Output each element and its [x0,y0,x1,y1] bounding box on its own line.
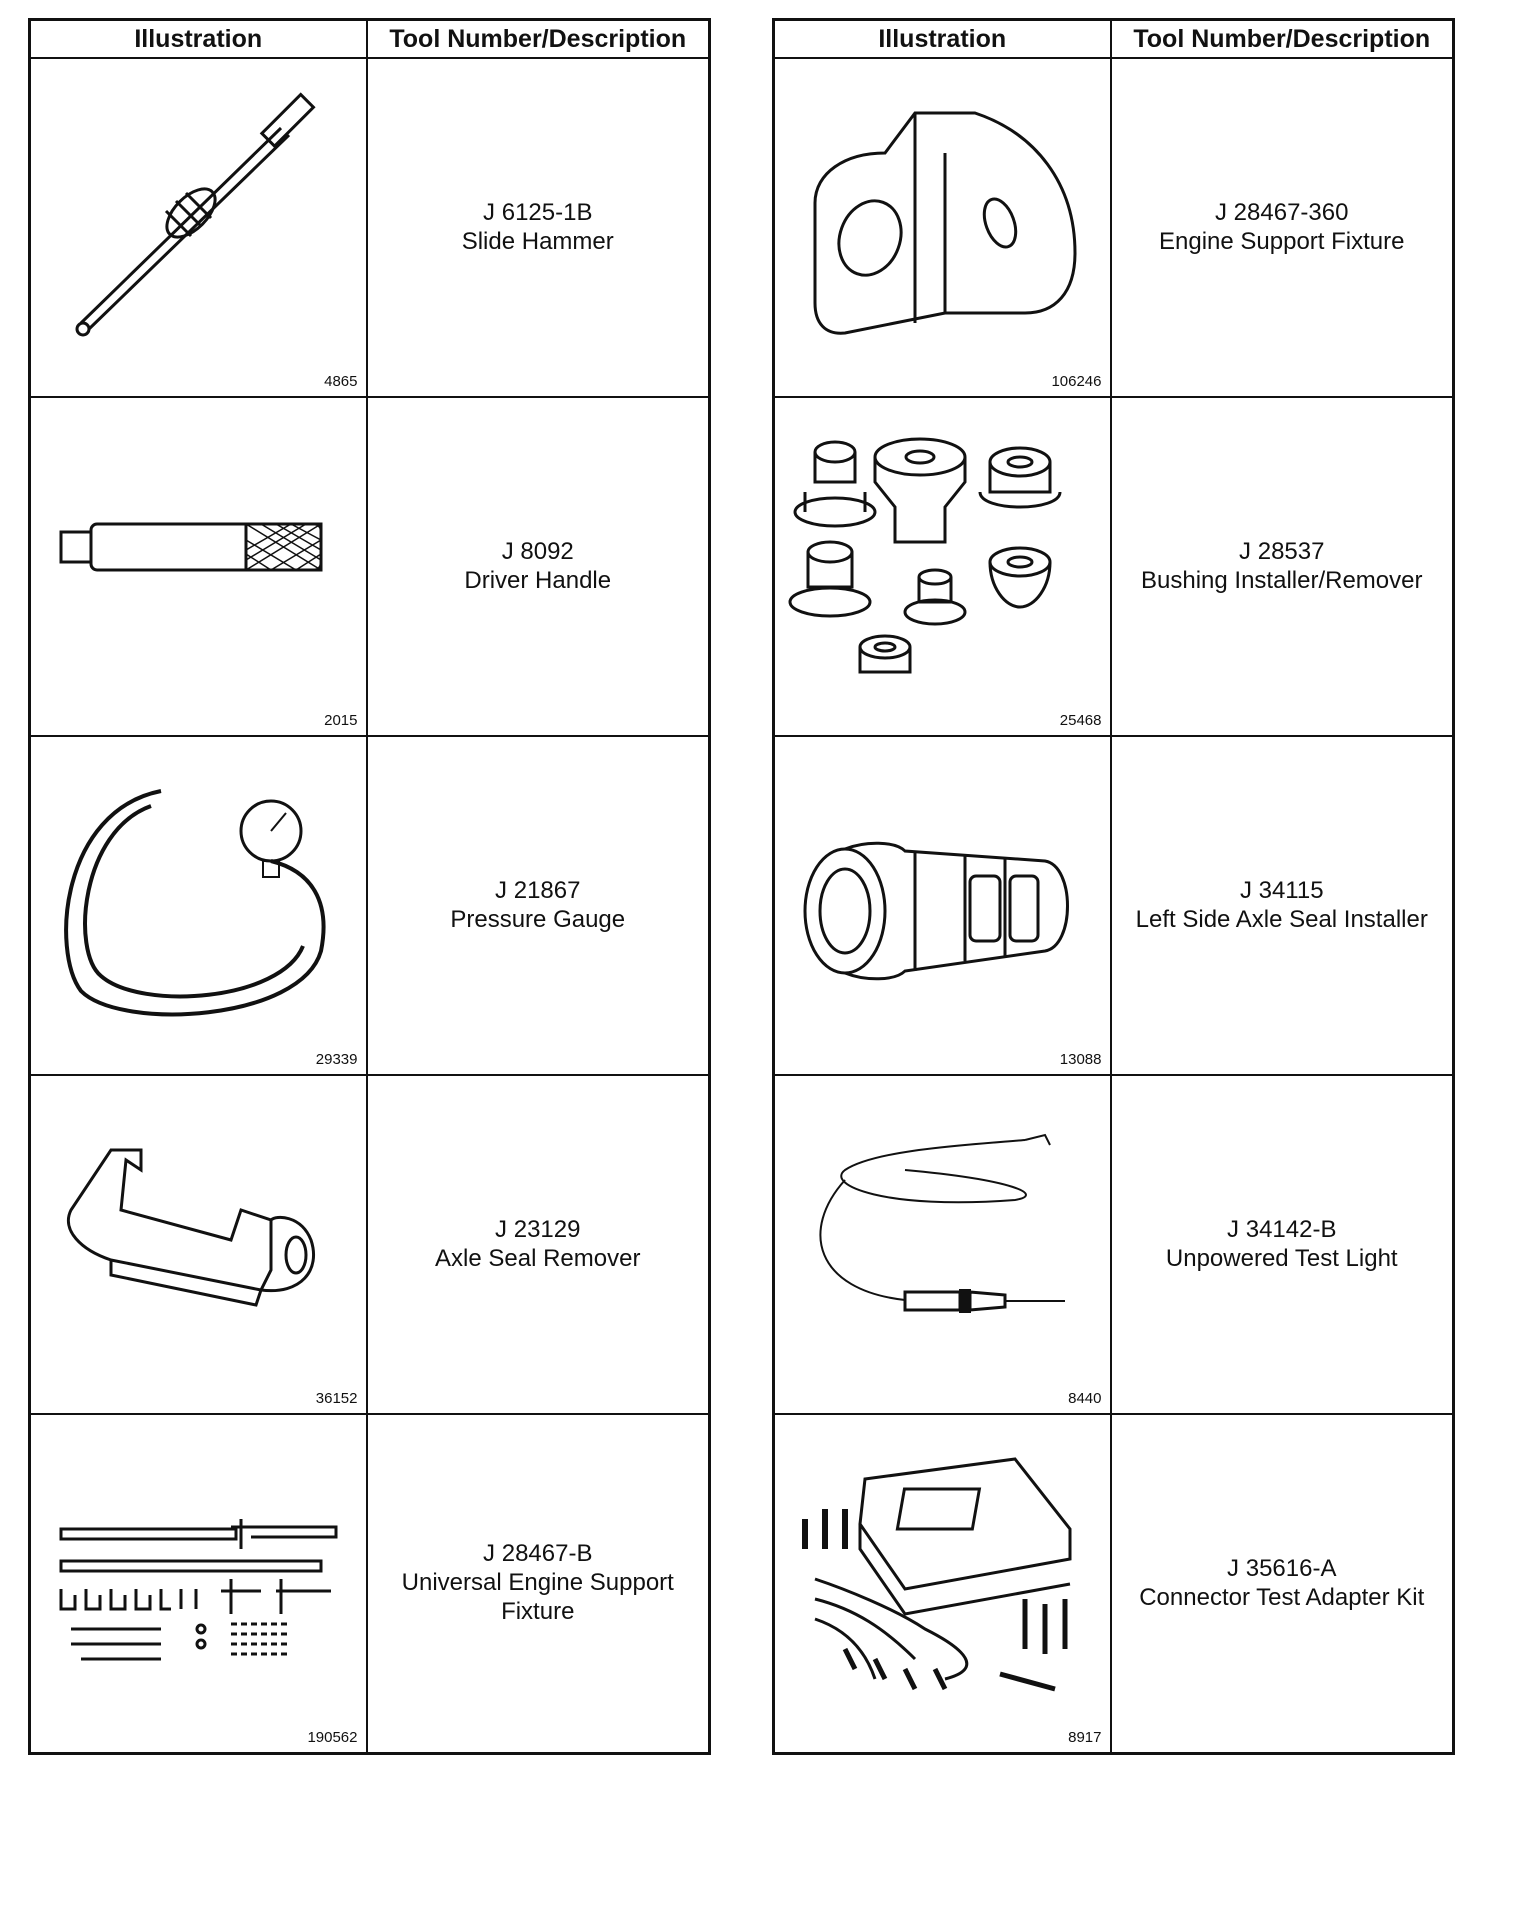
tool-header: Tool Number/Description [1111,20,1454,59]
illustration-cell [30,397,367,736]
tool-cell [367,1075,710,1414]
figure-number: 4865 [324,373,358,390]
tool-number: J 35616-A [1227,1554,1337,1582]
tool-cell [1111,1075,1454,1414]
figure-number: 8917 [1068,1729,1102,1746]
table-row [30,397,710,736]
tool-number: J 6125-1B [483,198,593,226]
left-tool-table [28,18,711,1755]
tool-description: Universal Engine Support Fixture [401,1569,674,1625]
tool-cell [1111,1414,1454,1754]
support-bracket-icon [785,73,1100,373]
adapter-kit-icon [785,1429,1100,1729]
table-row [774,58,1454,397]
axle-seal-remover-icon [41,1090,356,1390]
tool-number: J 34115 [1239,876,1324,904]
tool-cell [367,736,710,1075]
table-row [774,1075,1454,1414]
header-row [30,20,710,59]
figure-number: 2015 [324,712,358,729]
slide-hammer-icon [41,73,356,373]
table-row [774,1414,1454,1754]
test-light-icon [785,1090,1100,1390]
tool-cell [1111,736,1454,1075]
tool-cell [1111,58,1454,397]
tool-description: Engine Support Fixture [1159,227,1405,255]
tool-cell [367,58,710,397]
figure-number: 8440 [1068,1390,1102,1407]
illustration-header: Illustration [30,20,367,59]
figure-number: 106246 [1051,373,1102,390]
figure-number: 36152 [315,1390,358,1407]
tool-description: Connector Test Adapter Kit [1139,1583,1425,1611]
tool-description: Bushing Installer/Remover [1141,566,1423,594]
illustration-cell [30,1075,367,1414]
right-tool-table [772,18,1455,1755]
tool-header: Tool Number/Description [367,20,710,59]
tool-number: J 34142-B [1227,1215,1337,1243]
figure-number: 25468 [1059,712,1102,729]
bushing-set-icon [785,412,1100,712]
seal-installer-icon [785,751,1100,1051]
table-row [774,397,1454,736]
tool-number: J 8092 [501,537,574,565]
tool-number: J 28467-B [483,1540,593,1568]
driver-handle-icon [41,412,356,712]
table-row [30,1414,710,1754]
figure-number: 190562 [307,1729,358,1746]
tool-cell [367,397,710,736]
engine-support-kit-icon [41,1429,356,1729]
illustration-cell [774,58,1111,397]
illustration-header: Illustration [774,20,1111,59]
pressure-gauge-icon [41,751,356,1051]
table-row [774,736,1454,1075]
tool-number: J 28537 [1239,537,1325,565]
illustration-cell [30,58,367,397]
tool-description: Driver Handle [464,566,612,594]
figure-number: 29339 [315,1051,358,1068]
tool-description: Axle Seal Remover [435,1244,641,1272]
table-row [30,58,710,397]
illustration-cell [30,1414,367,1754]
tool-description: Slide Hammer [461,227,614,255]
illustration-cell [774,397,1111,736]
illustration-cell [774,736,1111,1075]
tool-number: J 23129 [495,1215,581,1243]
table-row [30,1075,710,1414]
tool-number: J 21867 [495,876,581,904]
illustration-cell [774,1075,1111,1414]
tool-description: Left Side Axle Seal Installer [1135,905,1428,933]
tool-cell [367,1414,710,1754]
illustration-cell [774,1414,1111,1754]
tool-description: Unpowered Test Light [1165,1244,1398,1272]
tool-description: Pressure Gauge [450,905,626,933]
illustration-cell [30,736,367,1075]
header-row [774,20,1454,59]
figure-number: 13088 [1059,1051,1102,1068]
table-row [30,736,710,1075]
tool-cell [1111,397,1454,736]
tool-number: J 28467-360 [1215,198,1349,226]
